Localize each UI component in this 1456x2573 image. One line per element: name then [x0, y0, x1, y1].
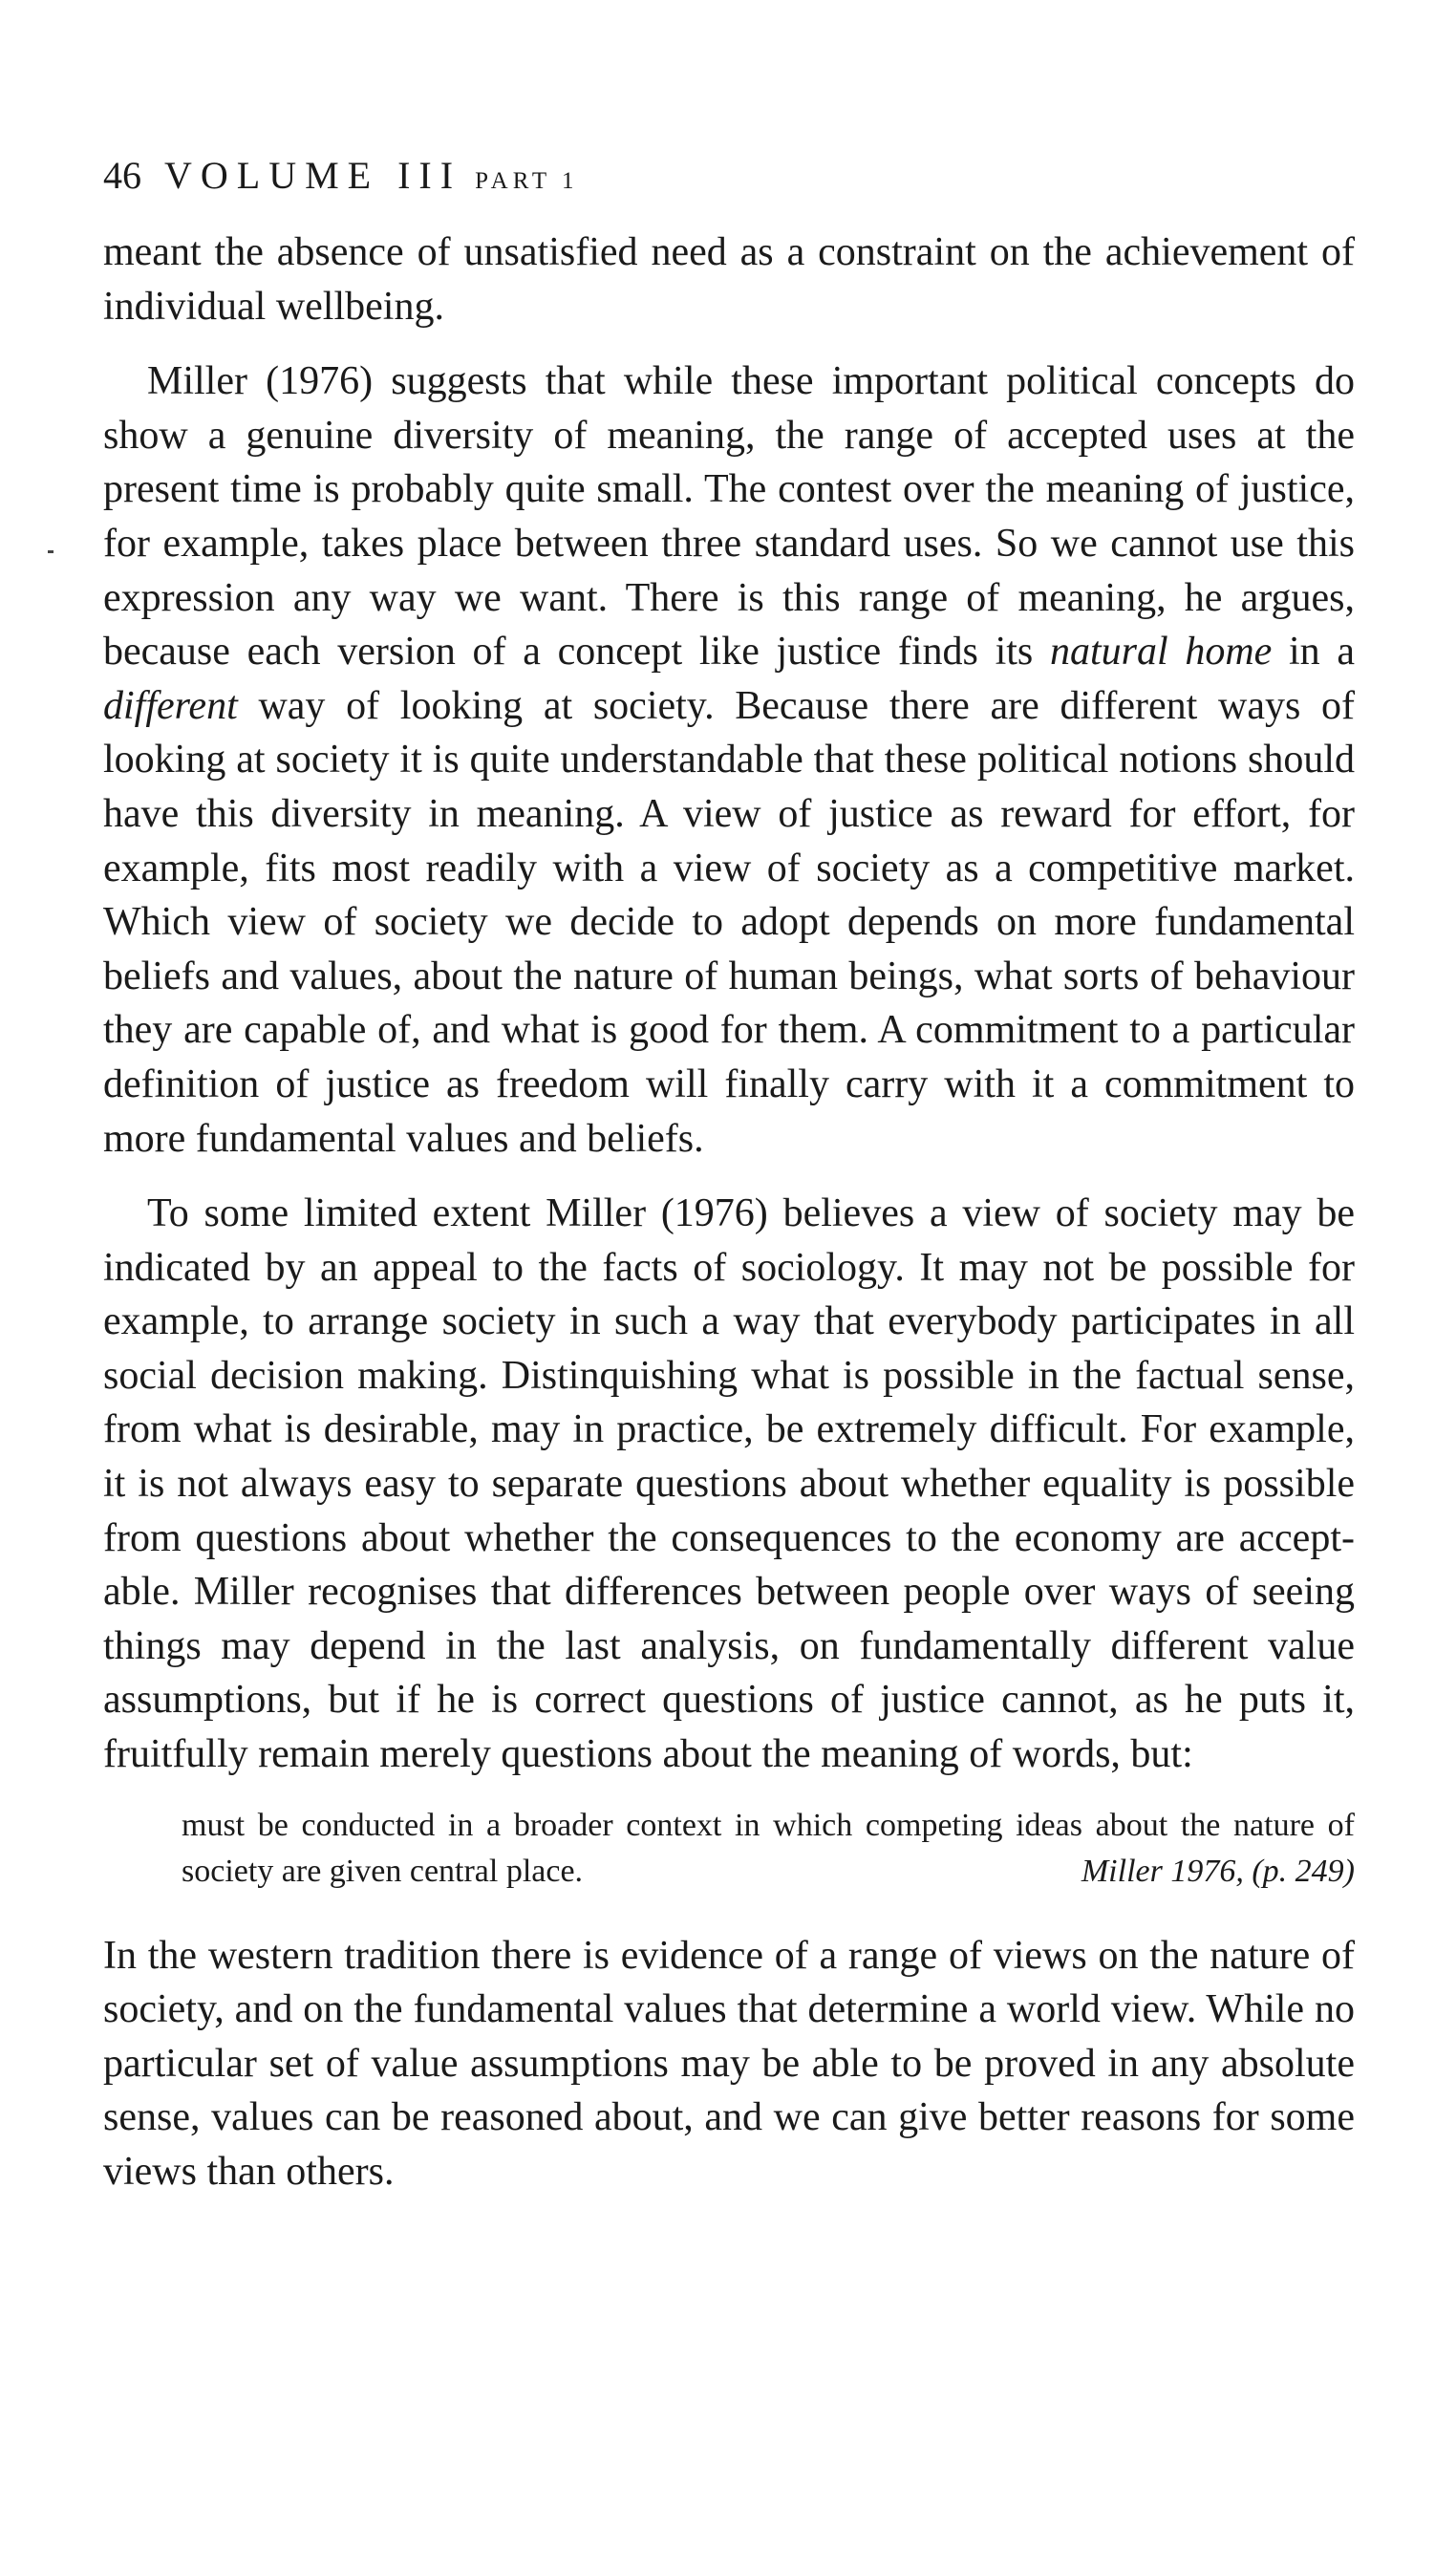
document-page: [103, 153, 1355, 2199]
volume-label: VOLUME III: [164, 154, 462, 197]
paragraph-3: To some limited extent Miller (1976) believes a view of society may be indicated by an appeal to the facts of sociology. It may not be possible for example, to arrange society in such a way that everybody participates in all social decision making. Distinquishing what is possible in the factual sense, from what is desirable, may in practice, be extremely difficult. For example, it is not always easy to separate questions about whether equality is possible from questions about whether the consequences to the economy are acceptable. Miller recognises that differences between people over ways of seeing things may depend in the last analysis, on fundamentally different value assumptions, but if he is correct questions of justice cannot, as he puts it, fruitfully remain merely questions about the meaning of words, but:: [103, 1191, 1355, 1777]
paragraph-1: meant the absence of unsatisfied need as a constraint on the achievement of individual wellbeing.: [103, 230, 1355, 329]
block-quote: [182, 1803, 1355, 1895]
paragraph-2-text-c: way of looking at society. Because there are different ways of looking at society it is quite understandable that these political notions should have this diversity in meaning. A view of justice as reward for effort, for example, fits most readily with a view of society as a competitive market. Which view of society we decide to adopt depends on more fundamental beliefs and values, about the nature of human beings, what sorts of behaviour they are capable of, and what is good for them. A commitment to a particular definition of justice as freedom will finally carry with it a commitment to more fundamental values and beliefs.: [103, 683, 1355, 1161]
block-quote-citation: Miller 1976, (p. 249): [1081, 1853, 1355, 1889]
paragraph-2: [103, 354, 1355, 1166]
margin-mark: [48, 550, 54, 553]
block-quote-text: must be conducted in a broader context in which competing ideas about the nature of society are given central place.: [182, 1807, 1355, 1889]
paragraph-2-text-a: Miller (1976) suggests that while these important political concepts do show a genuine diversity of meaning, the range of accepted uses at the present time is probably quite small. The contest over the meaning of justice, for example, takes place between three standard uses. So we cannot use this expression any way we want. There is this range of meaning, he argues, because each version of a concept like justice finds its: [103, 359, 1355, 675]
running-head: [103, 153, 1355, 204]
paragraph-2-emphasis-different: different: [103, 683, 238, 728]
paragraph-2-text-b: in a: [1272, 630, 1356, 675]
paragraph-4: In the western tradition there is evidence of a range of views on the nature of society, and on the fundamental values that determine a world view. While no particular set of value assumptions may be able to be proved in any absolute sense, values can be reasoned about, and we can give better reasons for some views than others.: [103, 1933, 1355, 2194]
paragraph-2-emphasis-natural-home: natural home: [1049, 630, 1273, 675]
part-label: PART 1: [475, 168, 579, 194]
page-number: 46: [103, 154, 141, 197]
